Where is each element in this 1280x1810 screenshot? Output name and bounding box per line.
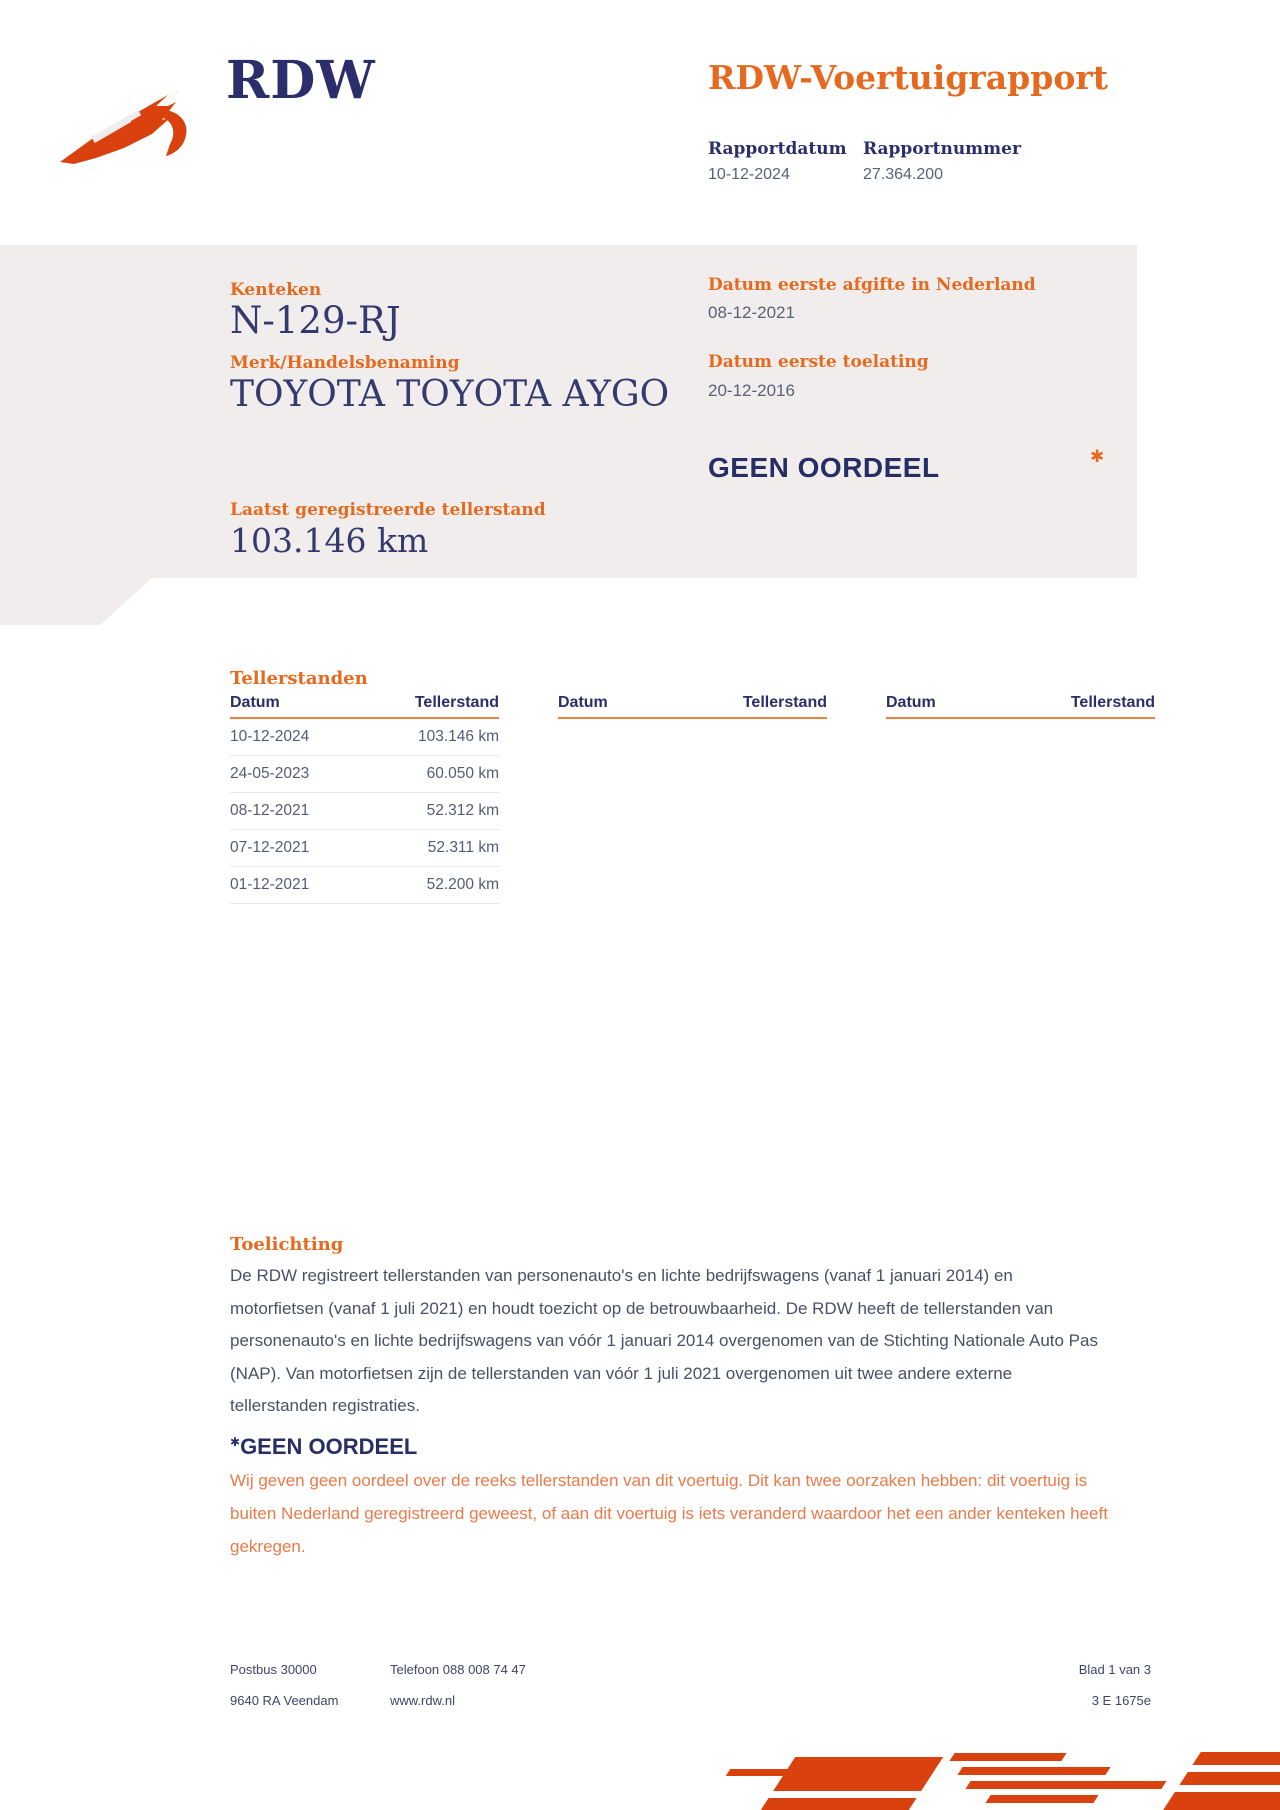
geen-oordeel-body: Wij geven geen oordeel over de reeks tellerstanden van dit voertuig. Dit kan twee oorzaken hebben: dit voertuig is buiten Nederland geregistreerd geweest, of aan dit voertuig is iets veranderd waardoor het een ander kenteken heeft gekregen. bbox=[230, 1471, 1108, 1556]
merk-label: Merk/Handelsbenaming bbox=[230, 353, 460, 373]
kenteken-label: Kenteken bbox=[230, 280, 322, 300]
row-tellerstand: 52.311 km bbox=[427, 839, 499, 856]
table-header-row bbox=[230, 694, 499, 719]
table-row bbox=[230, 756, 499, 793]
stripe-slab bbox=[1163, 1752, 1280, 1810]
table-row bbox=[230, 793, 499, 830]
stripe-slab bbox=[761, 1757, 943, 1810]
footer-phone: Telefoon 088 008 74 47 bbox=[390, 1662, 526, 1677]
stripe-bar bbox=[965, 1781, 1166, 1789]
eerste-afgifte-label: Datum eerste afgifte in Nederland bbox=[708, 275, 1036, 295]
rdw-feather-icon bbox=[56, 82, 208, 174]
laatste-tellerstand-value: 103.146 km bbox=[230, 521, 429, 560]
tellerstand-header: Tellerstand bbox=[414, 694, 499, 711]
rdw-stripes-graphic bbox=[720, 1752, 1280, 1810]
footer-meta bbox=[951, 1654, 1151, 1716]
row-datum: 10-12-2024 bbox=[230, 728, 310, 745]
table-row bbox=[230, 719, 499, 756]
vehicle-summary-panel bbox=[0, 245, 1137, 625]
tellerstand-header: Tellerstand bbox=[1070, 694, 1155, 711]
datum-header: Datum bbox=[886, 694, 936, 711]
row-datum: 24-05-2023 bbox=[230, 765, 310, 782]
row-tellerstand: 52.312 km bbox=[426, 802, 499, 819]
table-row bbox=[230, 830, 499, 867]
stripe-bar bbox=[957, 1767, 1110, 1775]
eerste-toelating-value: 20-12-2016 bbox=[708, 381, 795, 400]
footer-address-line1: Postbus 30000 bbox=[230, 1662, 317, 1677]
row-datum: 08-12-2021 bbox=[230, 802, 310, 819]
footer-address-line2: 9640 RA Veendam bbox=[230, 1693, 339, 1708]
table-column-group bbox=[230, 694, 499, 904]
row-datum: 01-12-2021 bbox=[230, 876, 310, 893]
kenteken-value: N-129-RJ bbox=[230, 299, 401, 342]
eerste-toelating-label: Datum eerste toelating bbox=[708, 352, 929, 372]
footer-website: www.rdw.nl bbox=[390, 1693, 456, 1708]
footnote-asterisk-icon: ✱ bbox=[230, 1435, 241, 1449]
row-tellerstand: 52.200 km bbox=[426, 876, 499, 893]
table-column-group bbox=[886, 694, 1155, 904]
footer-doc-code: 3 E 1675e bbox=[1091, 1693, 1151, 1708]
tellerstanden-heading: Tellerstanden bbox=[230, 668, 368, 689]
laatste-tellerstand-label: Laatst geregistreerde tellerstand bbox=[230, 500, 546, 520]
table-header-row bbox=[886, 694, 1155, 719]
toelichting-heading: Toelichting bbox=[230, 1234, 344, 1255]
row-datum: 07-12-2021 bbox=[230, 839, 310, 856]
geen-oordeel-heading bbox=[230, 1434, 417, 1460]
table-row bbox=[230, 867, 499, 904]
footer-address bbox=[230, 1654, 338, 1716]
oordeel-status: GEEN OORDEEL bbox=[708, 452, 940, 483]
footer-contact bbox=[390, 1654, 526, 1716]
toelichting-body: De RDW registreert tellerstanden van personenauto's en lichte bedrijfswagens (vanaf 1 januari 2014) en motorfietsen (vanaf 1 juli 2021) en houdt toezicht op de betrouwbaarheid. De RDW heeft de tellerstanden van personenauto's en lichte bedrijfswagens van vóór 1 januari 2014 overgenomen van de Stichting Nationale Auto Pas (NAP). Van motorfietsen zijn de tellerstanden van vóór 1 juli 2021 overgenomen uit twee andere externe tellerstanden registraties. bbox=[230, 1266, 1098, 1415]
rdw-logo-text: RDW bbox=[226, 50, 376, 111]
row-tellerstand: 60.050 km bbox=[426, 765, 499, 782]
report-title: RDW-Voertuigrapport bbox=[708, 58, 1108, 97]
tellerstanden-table bbox=[230, 694, 1155, 904]
report-number-value: 27.364.200 bbox=[863, 166, 944, 183]
table-column-group bbox=[558, 694, 827, 904]
row-tellerstand: 103.146 km bbox=[418, 728, 499, 745]
geen-oordeel-heading-text: GEEN OORDEEL bbox=[240, 1434, 418, 1459]
report-number-label: Rapportnummer bbox=[863, 139, 1021, 159]
datum-header: Datum bbox=[230, 694, 280, 711]
merk-value: TOYOTA TOYOTA AYGO bbox=[230, 374, 670, 415]
footnote-asterisk-icon: ✱ bbox=[1090, 447, 1105, 466]
report-date-label: Rapportdatum bbox=[708, 139, 847, 159]
stripe-bar bbox=[949, 1753, 1066, 1761]
stripe-bar bbox=[985, 1795, 1098, 1803]
table-header-row bbox=[558, 694, 827, 719]
report-date-value: 10-12-2024 bbox=[708, 166, 790, 183]
tellerstand-header: Tellerstand bbox=[742, 694, 827, 711]
datum-header: Datum bbox=[558, 694, 608, 711]
footer-page-number: Blad 1 van 3 bbox=[1078, 1662, 1151, 1677]
eerste-afgifte-value: 08-12-2021 bbox=[708, 303, 795, 322]
